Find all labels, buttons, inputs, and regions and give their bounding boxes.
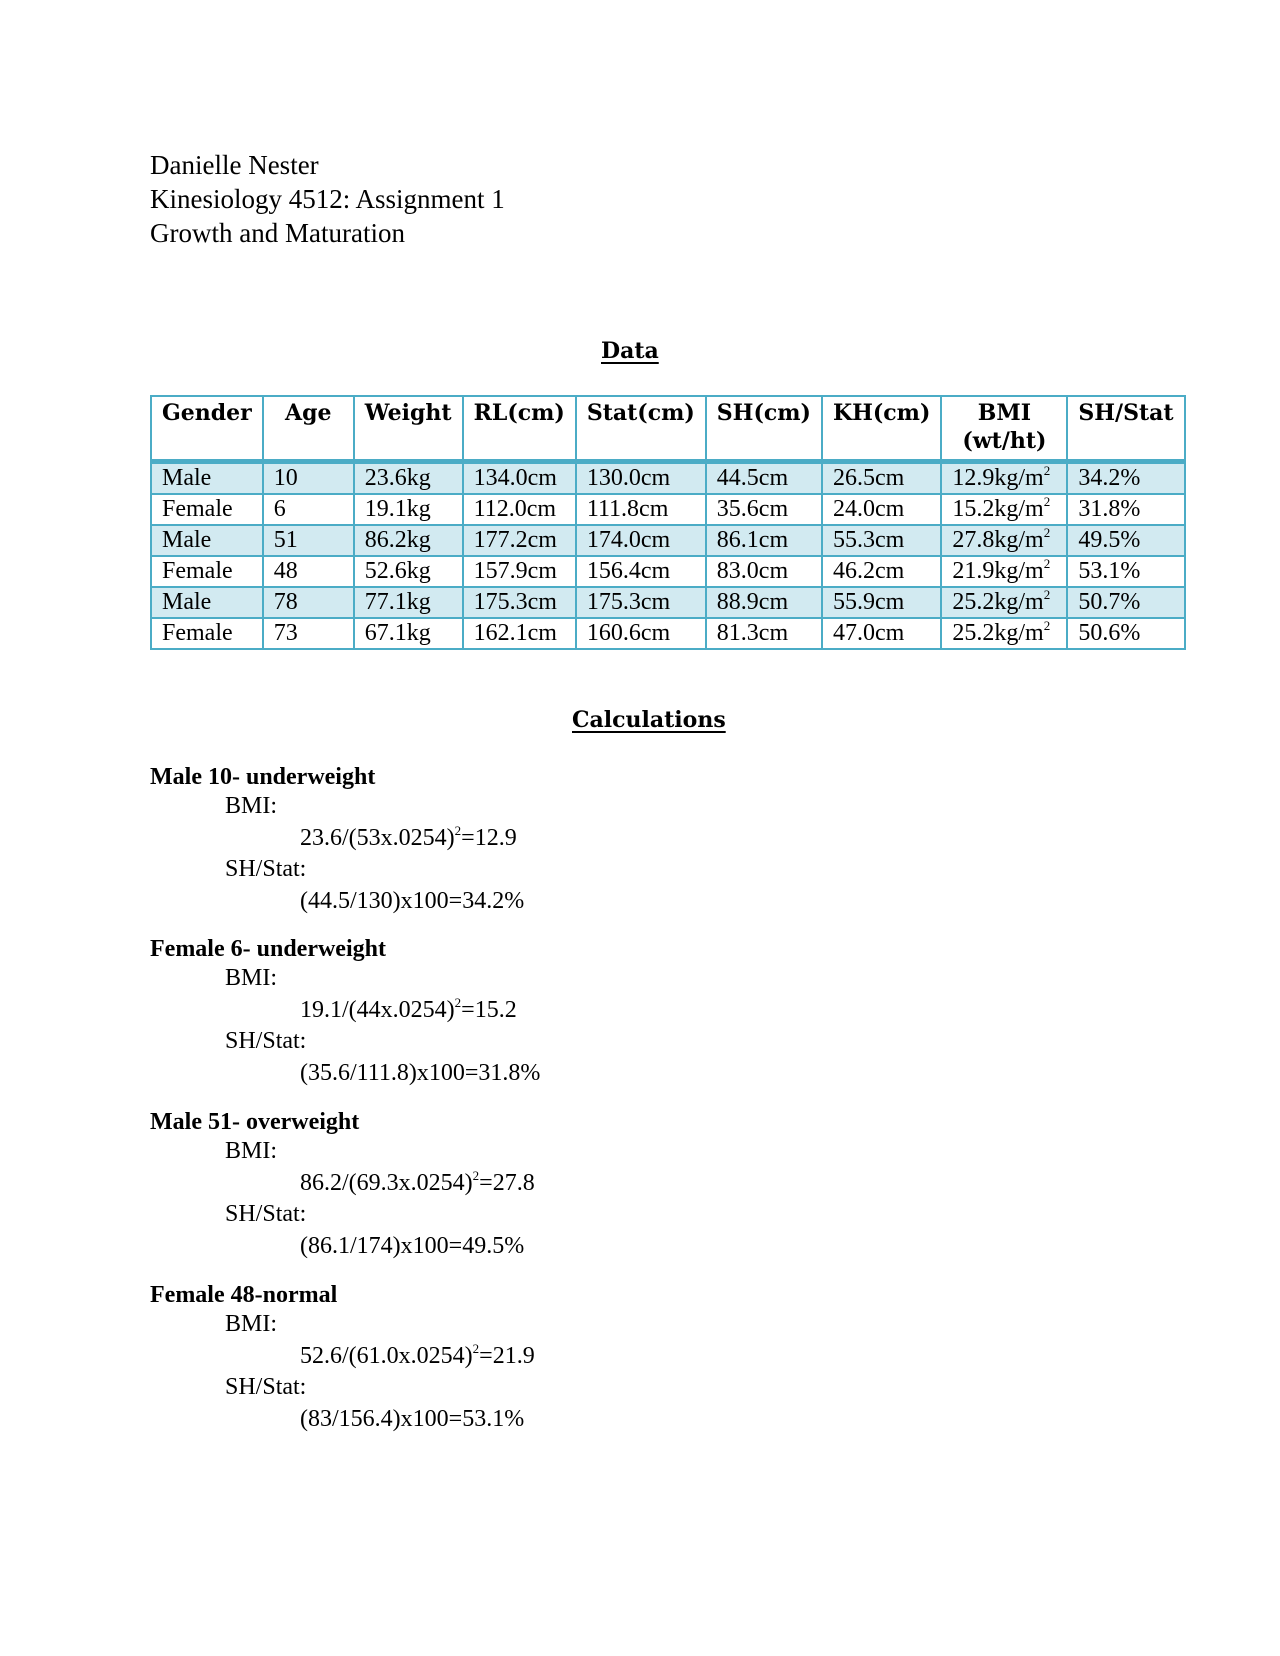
cell-sh: [706, 556, 822, 587]
cell-bmi: [941, 525, 1067, 556]
bmi-exponent: 2: [472, 1341, 480, 1356]
cell-weight: [354, 494, 463, 525]
cell-age-value: 51: [273, 527, 298, 553]
col-stat: Stat(cm): [576, 396, 706, 462]
cell-ratio-value: 34.2%: [1078, 465, 1141, 491]
cell-rl-value: 177.2cm: [473, 527, 557, 553]
sh-stat-label: SH/Stat:: [225, 1028, 307, 1054]
cell-stat: [576, 462, 706, 495]
unit-exponent: 2: [1043, 494, 1051, 509]
col-gender: Gender: [151, 396, 263, 462]
cell-stat: [576, 587, 706, 618]
bmi-exponent: 2: [472, 1168, 480, 1183]
cell-stat: [576, 494, 706, 525]
unit-exponent: 2: [1043, 463, 1051, 478]
bmi-formula-base: 19.1/(44x.0254): [300, 997, 455, 1023]
cell-weight-value: 67.1kg: [364, 620, 431, 646]
cell-sh: [706, 525, 822, 556]
cell-stat-value: 175.3cm: [586, 589, 671, 615]
bmi-formula: [150, 996, 540, 1025]
bmi-label: BMI:: [225, 1138, 278, 1164]
cell-rl: [463, 556, 576, 587]
table-row: [151, 462, 1185, 495]
assignment-topic: Growth and Maturation: [150, 218, 405, 248]
bmi-exponent: 2: [454, 823, 462, 838]
cell-ratio: [1067, 462, 1184, 495]
cell-gender-value: Female: [162, 558, 233, 584]
bmi-formula-result: =21.9: [479, 1343, 535, 1369]
cell-sh: [706, 587, 822, 618]
cell-ratio: [1067, 525, 1184, 556]
cell-sh: [706, 462, 822, 495]
cell-age: [263, 556, 354, 587]
bmi-label: BMI:: [225, 793, 278, 819]
cell-sh-value: 81.3cm: [716, 620, 789, 646]
cell-gender-value: Male: [162, 589, 212, 615]
data-table: [150, 395, 1186, 650]
bmi-formula: [150, 1342, 535, 1371]
cell-gender: [151, 525, 263, 556]
cell-rl-value: 134.0cm: [473, 465, 557, 491]
calculations-section-title: Calculations: [572, 707, 726, 733]
cell-weight-value: 77.1kg: [364, 589, 431, 615]
cell-stat: [576, 618, 706, 649]
table-header-row: [151, 396, 1185, 462]
cell-rl: [463, 587, 576, 618]
table-row: [151, 587, 1185, 618]
cell-rl-value: 157.9cm: [473, 558, 557, 584]
cell-kh: [822, 525, 941, 556]
cell-stat-value: 174.0cm: [586, 527, 671, 553]
bmi-exponent: 2: [454, 995, 462, 1010]
cell-ratio-value: 53.1%: [1078, 558, 1141, 584]
cell-age-value: 73: [273, 620, 298, 646]
sh-stat-formula: (44.5/130)x100=34.2%: [300, 888, 525, 914]
cell-rl-value: 112.0cm: [473, 496, 557, 522]
unit-exponent: 2: [1043, 618, 1051, 633]
cell-bmi: [941, 618, 1067, 649]
cell-stat-value: 160.6cm: [586, 620, 671, 646]
cell-weight: [354, 462, 463, 495]
cell-rl: [463, 494, 576, 525]
cell-age-value: 6: [273, 496, 286, 522]
cell-age-value: 10: [273, 465, 298, 491]
table-row: [151, 525, 1185, 556]
cell-bmi-value: 25.2kg/m: [952, 589, 1044, 615]
cell-kh-value: 55.3cm: [832, 527, 905, 553]
cell-bmi: [941, 494, 1067, 525]
calc-title: Male 10- underweight: [150, 764, 376, 790]
cell-stat: [576, 556, 706, 587]
cell-rl: [463, 462, 576, 495]
sh-stat-label: SH/Stat:: [225, 1201, 307, 1227]
cell-ratio: [1067, 494, 1184, 525]
cell-stat-value: 156.4cm: [586, 558, 671, 584]
col-rl: RL(cm): [463, 396, 576, 462]
cell-stat-value: 111.8cm: [586, 496, 669, 522]
col-age: Age: [263, 396, 354, 462]
cell-rl-value: 162.1cm: [473, 620, 557, 646]
unit-exponent: 2: [1043, 556, 1051, 571]
bmi-formula-result: =12.9: [461, 825, 517, 851]
bmi-formula: [150, 824, 524, 853]
cell-kh: [822, 462, 941, 495]
col-sh-stat: SH/Stat: [1067, 396, 1184, 462]
cell-age: [263, 618, 354, 649]
cell-kh: [822, 494, 941, 525]
cell-gender: [151, 462, 263, 495]
sh-stat-formula: (35.6/111.8)x100=31.8%: [300, 1060, 541, 1086]
col-weight: Weight: [354, 396, 463, 462]
calc-title: Female 6- underweight: [150, 936, 386, 962]
table-row: [151, 556, 1185, 587]
cell-age: [263, 462, 354, 495]
cell-bmi-value: 15.2kg/m: [952, 496, 1044, 522]
unit-exponent: 2: [1043, 587, 1051, 602]
cell-weight: [354, 587, 463, 618]
cell-weight-value: 19.1kg: [364, 496, 431, 522]
cell-bmi: [941, 556, 1067, 587]
data-section-title: Data: [601, 338, 659, 364]
cell-weight-value: 23.6kg: [364, 465, 431, 491]
cell-weight-value: 52.6kg: [364, 558, 431, 584]
cell-rl: [463, 618, 576, 649]
cell-age-value: 78: [273, 589, 298, 615]
col-bmi-sub: (wt/ht): [962, 428, 1047, 454]
cell-kh: [822, 587, 941, 618]
sh-stat-label: SH/Stat:: [225, 1374, 307, 1400]
course-title: Kinesiology 4512: Assignment 1: [150, 184, 505, 214]
calc-title: Female 48-normal: [150, 1282, 338, 1308]
cell-gender: [151, 556, 263, 587]
cell-rl: [463, 525, 576, 556]
cell-kh: [822, 556, 941, 587]
sh-stat-label: SH/Stat:: [225, 856, 307, 882]
cell-age: [263, 494, 354, 525]
cell-weight: [354, 525, 463, 556]
bmi-formula-base: 86.2/(69.3x.0254): [300, 1170, 473, 1196]
cell-kh-value: 26.5cm: [832, 465, 905, 491]
bmi-formula-result: =15.2: [461, 997, 517, 1023]
bmi-formula-result: =27.8: [479, 1170, 535, 1196]
cell-stat-value: 130.0cm: [586, 465, 671, 491]
cell-ratio: [1067, 618, 1184, 649]
unit-exponent: 2: [1043, 525, 1051, 540]
cell-age: [263, 525, 354, 556]
calculation-block: [150, 763, 524, 918]
cell-ratio-value: 49.5%: [1078, 527, 1141, 553]
cell-ratio-value: 50.6%: [1078, 620, 1141, 646]
bmi-label: BMI:: [225, 965, 278, 991]
cell-ratio: [1067, 556, 1184, 587]
cell-bmi-value: 27.8kg/m: [952, 527, 1044, 553]
cell-ratio: [1067, 587, 1184, 618]
calculation-block: [150, 935, 540, 1090]
bmi-formula: [150, 1169, 535, 1198]
cell-age: [263, 587, 354, 618]
col-kh: KH(cm): [822, 396, 941, 462]
cell-sh-value: 88.9cm: [716, 589, 789, 615]
calc-title: Male 51- overweight: [150, 1109, 360, 1135]
cell-sh-value: 83.0cm: [716, 558, 789, 584]
table-row: [151, 494, 1185, 525]
cell-bmi-value: 21.9kg/m: [952, 558, 1044, 584]
cell-gender-value: Male: [162, 465, 212, 491]
author-name: Danielle Nester: [150, 150, 319, 180]
cell-sh: [706, 494, 822, 525]
bmi-formula-base: 52.6/(61.0x.0254): [300, 1343, 473, 1369]
bmi-label: BMI:: [225, 1311, 278, 1337]
cell-kh: [822, 618, 941, 649]
cell-kh-value: 24.0cm: [832, 496, 905, 522]
cell-sh-value: 35.6cm: [716, 496, 789, 522]
cell-gender-value: Female: [162, 496, 233, 522]
cell-bmi-value: 25.2kg/m: [952, 620, 1044, 646]
calculation-block: [150, 1108, 535, 1263]
cell-sh: [706, 618, 822, 649]
col-sh: SH(cm): [706, 396, 822, 462]
cell-weight-value: 86.2kg: [364, 527, 431, 553]
cell-sh-value: 44.5cm: [716, 465, 789, 491]
table-row: [151, 618, 1185, 649]
cell-bmi: [941, 587, 1067, 618]
cell-age-value: 48: [273, 558, 298, 584]
cell-ratio-value: 50.7%: [1078, 589, 1141, 615]
cell-gender: [151, 618, 263, 649]
cell-gender: [151, 494, 263, 525]
cell-bmi: [941, 462, 1067, 495]
bmi-formula-base: 23.6/(53x.0254): [300, 825, 455, 851]
cell-stat: [576, 525, 706, 556]
cell-weight: [354, 556, 463, 587]
cell-ratio-value: 31.8%: [1078, 496, 1141, 522]
cell-bmi-value: 12.9kg/m: [952, 465, 1044, 491]
cell-kh-value: 46.2cm: [832, 558, 905, 584]
col-bmi-label: BMI: [977, 400, 1031, 426]
cell-sh-value: 86.1cm: [716, 527, 789, 553]
document-header: [150, 148, 505, 250]
sh-stat-formula: (83/156.4)x100=53.1%: [300, 1406, 525, 1432]
calculation-block: [150, 1281, 535, 1436]
cell-kh-value: 47.0cm: [832, 620, 905, 646]
cell-gender-value: Female: [162, 620, 233, 646]
cell-rl-value: 175.3cm: [473, 589, 557, 615]
cell-kh-value: 55.9cm: [832, 589, 905, 615]
sh-stat-formula: (86.1/174)x100=49.5%: [300, 1233, 525, 1259]
cell-gender-value: Male: [162, 527, 212, 553]
cell-gender: [151, 587, 263, 618]
cell-weight: [354, 618, 463, 649]
col-bmi: [941, 396, 1067, 462]
